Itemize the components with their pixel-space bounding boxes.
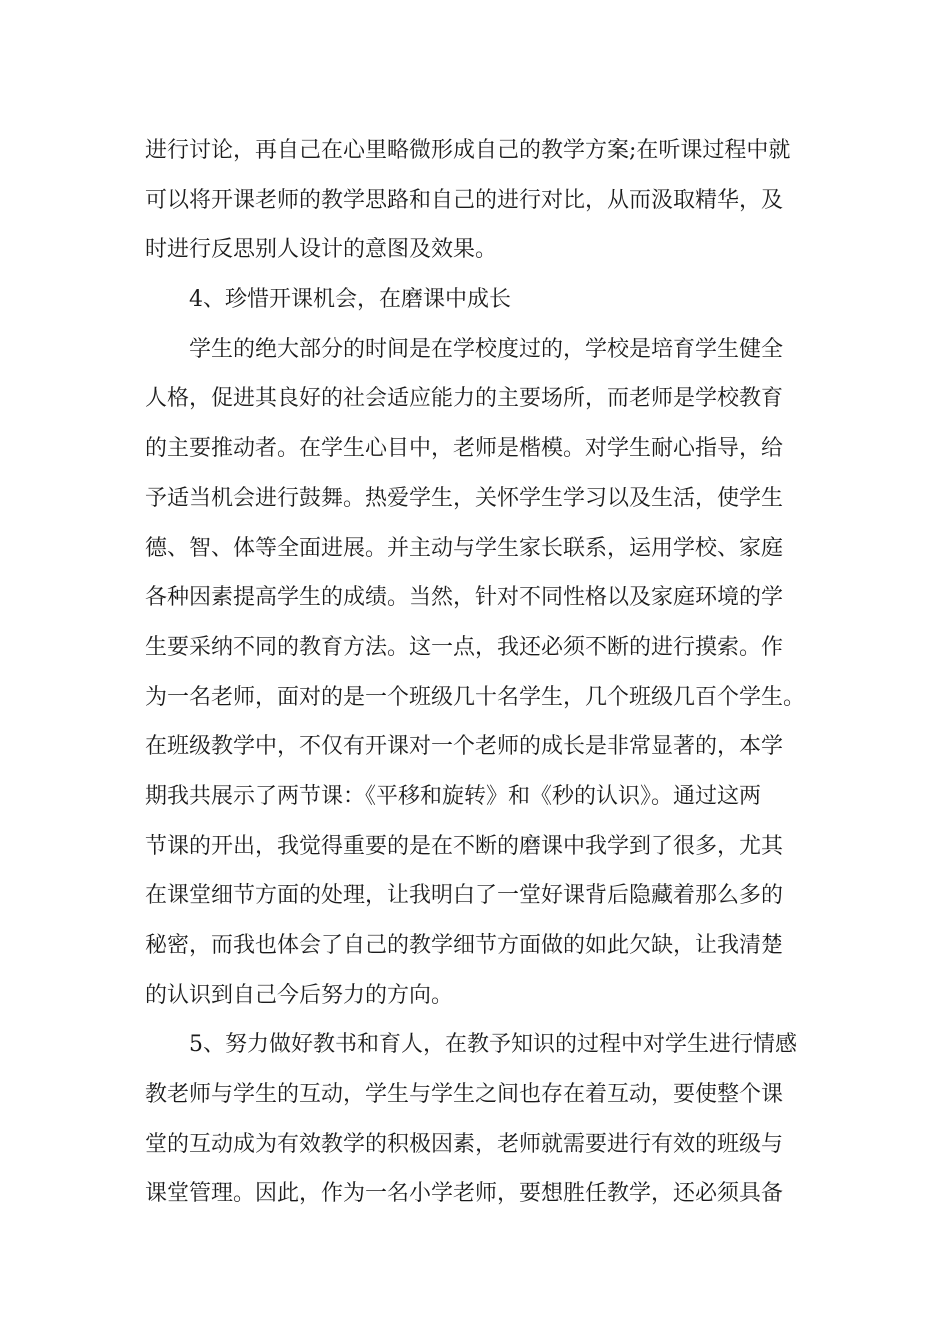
text-line-17: 秘密，而我也体会了自己的教学细节方面做的如此欠缺，让我清楚 (145, 933, 784, 958)
text-line-11: 生要采纳不同的教育方法。这一点，我还必须不断的进行摸索。作 (145, 634, 784, 660)
text-line-1: 进行讨论，再自己在心里略微形成自己的教学方案;在听课过程中就 (145, 138, 791, 163)
text-line-22: 课堂管理。因此，作为一名小学老师，要想胜任教学，还必须具备 (145, 1181, 784, 1207)
text-line-14: 期我共展示了两节课：《平移和旋转》和《秒的认识》。通过这两 (145, 783, 762, 809)
text-line-9: 德、智、体等全面进展。并主动与学生家长联系，运用学校、家庭 (145, 535, 784, 561)
section-heading-5: 5、努力做好教书和育人，在教予知识的过程中对学生进行情感 (189, 1032, 797, 1058)
text-line-20: 教老师与学生的互动，学生与学生之间也存在着互动，要使整个课 (145, 1082, 784, 1108)
text-line-18: 的认识到自己今后努力的方向。 (145, 982, 454, 1008)
section-heading-4: 4、珍惜开课机会，在磨课中成长 (189, 287, 511, 313)
text-line-15: 节课的开出，我觉得重要的是在不断的磨课中我学到了很多，尤其 (145, 833, 784, 859)
text-line-16: 在课堂细节方面的处理，让我明白了一堂好课背后隐藏着那么多的 (145, 883, 784, 909)
text-line-13: 在班级教学中，不仅有开课对一个老师的成长是非常显著的，本学 (145, 734, 784, 760)
text-line-7: 的主要推动者。在学生心目中，老师是楷模。对学生耐心指导，给 (145, 436, 784, 462)
text-line-6: 人格，促进其良好的社会适应能力的主要场所，而老师是学校教育 (145, 386, 784, 412)
text-line-12: 为一名老师，面对的是一个班级几十名学生，几个班级几百个学生。 (145, 684, 806, 710)
document-body (145, 126, 825, 1219)
text-line-21: 堂的互动成为有效教学的积极因素，老师就需要进行有效的班级与 (145, 1131, 784, 1157)
text-line-8: 予适当机会进行鼓舞。热爱学生，关怀学生学习以及生活，使学生 (145, 485, 784, 511)
text-line-2: 可以将开课老师的教学思路和自己的进行对比，从而汲取精华，及 (145, 187, 784, 213)
text-line-10: 各种因素提高学生的成绩。当然，针对不同性格以及家庭环境的学 (145, 585, 784, 611)
text-line-5: 学生的绝大部分的时间是在学校度过的，学校是培育学生健全 (189, 336, 784, 362)
text-line-3: 时进行反思别人设计的意图及效果。 (145, 237, 498, 263)
